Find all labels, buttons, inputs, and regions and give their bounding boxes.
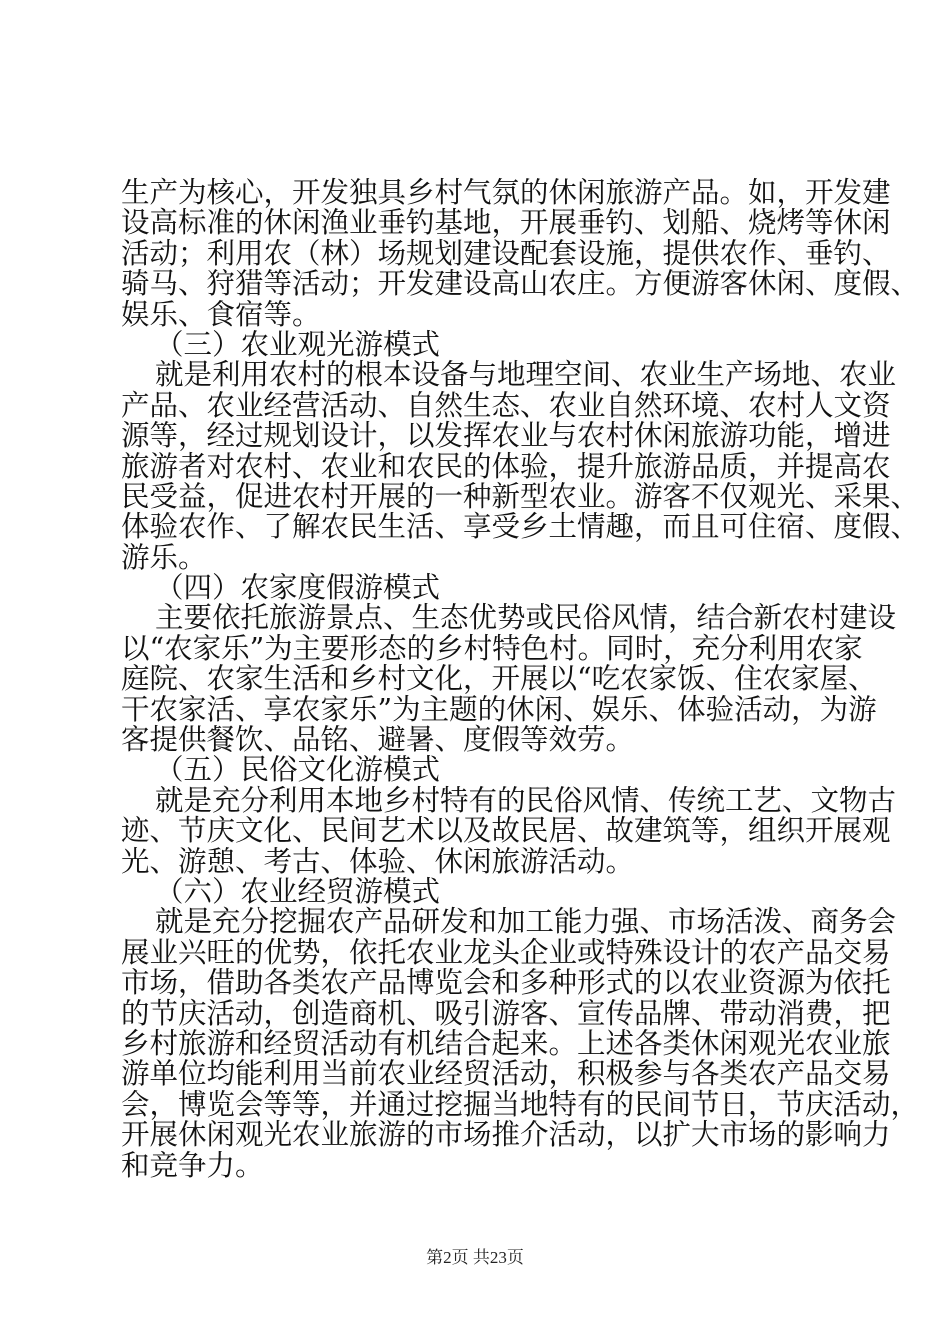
text-line: 展业兴旺的优势，依托农业龙头企业或特殊设计的农产品交易 [121,935,891,969]
text-line: 庭院、农家生活和乡村文化，开展以“吃农家饭、住农家屋、 [121,662,877,696]
text-line: 设高标准的休闲渔业垂钓基地，开展垂钓、划船、烧烤等休闲 [121,206,891,240]
text-line: 骑马、狩猎等活动；开发建设高山农庄。方便游客休闲、度假、 [121,267,920,301]
text-line: 旅游者对农村、农业和农民的体验，提升旅游品质，并提高农 [121,449,891,483]
text-line: 会，博览会等等，并通过挖掘当地特有的民间节日，节庆活动， [121,1087,920,1121]
text-line: 乡村旅游和经贸活动有机结合起来。上述各类休闲观光农业旅 [121,1026,891,1060]
text-line: 干农家活、享农家乐”为主题的休闲、娱乐、体验活动，为游 [121,692,877,726]
text-line: 和竞争力。 [121,1148,264,1182]
page-footer: 第2页 共23页 [426,1248,524,1267]
text-line: 娱乐、食宿等。 [121,297,321,331]
section-heading: （四）农家度假游模式 [155,571,441,605]
text-line: 开展休闲观光农业旅游的市场推介活动，以扩大市场的影响力 [121,1118,891,1152]
text-line: 生产为核心，开发独具乡村气氛的休闲旅游产品。如，开发建 [121,176,891,209]
text-line: 游单位均能利用当前农业经贸活动，积极参与各类农产品交易 [121,1057,891,1091]
text-line: 的节庆活动，创造商机、吸引游客、宣传品牌、带动消费，把 [121,996,891,1030]
text-line: 源等，经过规划设计，以发挥农业与农村休闲旅游功能，增进 [121,419,891,453]
text-line: 活动；利用农（林）场规划建设配套设施，提供农作、垂钓、 [121,236,891,270]
text-line: 产品、农业经营活动、自然生态、农业自然环境、农村人文资 [121,388,891,422]
text-line: 市场，借助各类农产品博览会和多种形式的以农业资源为依托 [121,966,891,1000]
text-line: 主要依托旅游景点、生态优势或民俗风情，结合新农村建设 [155,601,897,635]
section-heading: （五）民俗文化游模式 [155,753,441,787]
text-line: 民受益，促进农村开展的一种新型农业。游客不仅观光、采果、 [121,479,920,513]
text-line: 光、游憩、考古、体验、休闲旅游活动。 [121,844,635,878]
text-line: 游乐。 [121,540,207,574]
text-line: 体验农作、了解农民生活、享受乡土情趣，而且可住宿、度假、 [121,510,920,544]
text-line: 客提供餐饮、品铭、避暑、度假等效劳。 [121,723,635,757]
document-body [121,176,920,1182]
text-line: 就是充分挖掘农产品研发和加工能力强、市场活泼、商务会 [155,905,897,939]
text-line: 就是充分利用本地乡村特有的民俗风情、传统工艺、文物古 [155,783,897,817]
section-heading: （三）农业观光游模式 [155,327,441,361]
text-line: 就是利用农村的根本设备与地理空间、农业生产场地、农业 [155,358,897,392]
section-heading: （六）农业经贸游模式 [155,874,441,908]
text-line: 迹、节庆文化、民间艺术以及故民居、故建筑等，组织开展观 [121,814,891,848]
text-line: 以“农家乐”为主要形态的乡村特色村。同时，充分利用农家 [121,631,863,665]
